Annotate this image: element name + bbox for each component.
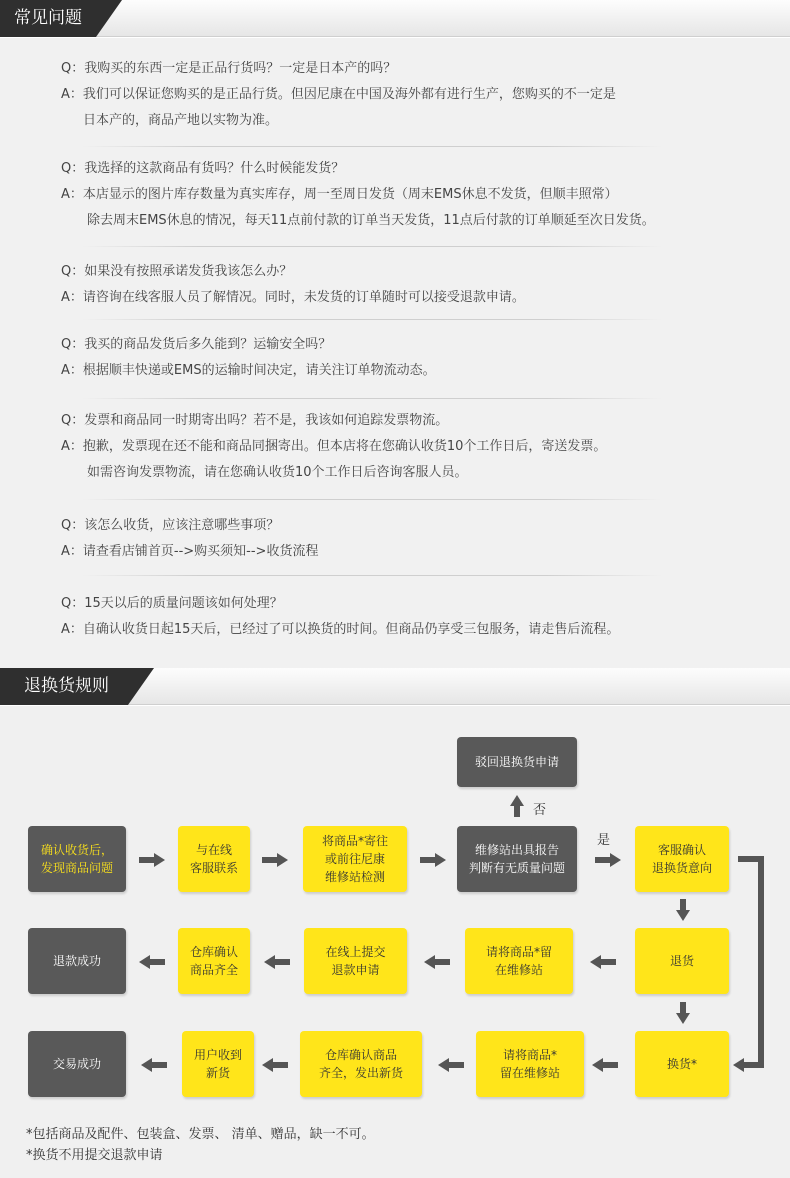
faq-answer: A：根据顺丰快递或EMS的运输时间决定，请关注订单物流动态。 [61,363,436,378]
faq-item-6 [61,513,731,565]
arrow-right-icon [420,853,446,867]
faq-divider [82,146,662,147]
label-yes: 是 [597,833,611,848]
faq-section-header [0,0,790,37]
flow-online-refund: 在线上提交 退款申请 [304,928,407,994]
faq-divider [82,398,662,399]
flow-return-goods: 退货 [635,928,729,994]
arrow-left-icon [139,955,165,969]
faq-answer: A：请咨询在线客服人员了解情况。同时，未发货的订单随时可以接受退款申请。 [61,290,525,305]
faq-item-4 [61,332,731,384]
arrow-down-icon [676,1002,690,1024]
label-no: 否 [533,803,547,818]
arrow-right-icon [595,853,621,867]
faq-answer: A：请查看店铺首页-->购买须知-->收货流程 [61,544,319,559]
rules-title: 退换货规则 [0,668,128,705]
flow-warehouse-confirm: 仓库确认 商品齐全 [178,928,250,994]
flow-confirm-receipt: 确认收货后， 发现商品问题 [28,826,126,892]
connector-line [758,856,764,1068]
faq-question: Q：如果没有按照承诺发货我该怎么办？ [61,264,293,279]
faq-question: Q：该怎么收货，应该注意哪些事项？ [61,518,280,533]
footnotes [26,1124,375,1166]
faq-item-7 [61,591,731,643]
arrow-left-icon [264,955,290,969]
rules-section-header [0,668,790,705]
arrow-down-icon [676,899,690,921]
flow-send-repair: 将商品*寄往 或前往尼康 维修站检测 [303,826,407,892]
faq-answer: A：抱歉，发票现在还不能和商品同捆寄出。但本店将在您确认收货10个工作日后，寄送发票。 [61,439,607,454]
faq-list [0,38,790,668]
faq-question: Q：15天以后的质量问题该如何处理？ [61,596,283,611]
flow-user-receive: 用户收到 新货 [182,1031,254,1097]
footnote: *包括商品及配件、包装盒、发票、 清单、赠品，缺一不可。 [26,1127,375,1142]
faq-item-1 [61,56,731,134]
faq-answer: 如需咨询发票物流，请在您确认收货10个工作日后咨询客服人员。 [87,465,468,480]
arrow-left-icon [592,1058,618,1072]
faq-question: Q：发票和商品同一时期寄出吗？若不是，我该如何追踪发票物流。 [61,413,449,428]
flow-repair-report: 维修站出具报告 判断有无质量问题 [457,826,577,892]
arrow-left-icon [424,955,450,969]
faq-question: Q：我选择的这款商品有货吗？什么时候能发货？ [61,161,345,176]
faq-answer: A：本店显示的图片库存数量为真实库存，周一至周日发货（周末EMS休息不发货，但顺丰照常） [61,187,618,202]
faq-answer: A：自确认收货日起15天后，已经过了可以换货的时间。但商品仍享受三包服务，请走售后流程。 [61,622,620,637]
faq-title: 常见问题 [0,0,96,37]
faq-item-2 [61,156,731,234]
footnote: *换货不用提交退款申请 [26,1148,163,1163]
flow-keep-at-station-2: 请将商品* 留在维修站 [476,1031,584,1097]
arrow-left-icon [438,1058,464,1072]
faq-item-5 [61,408,731,486]
arrow-left-icon [590,955,616,969]
flow-exchange: 换货* [635,1031,729,1097]
flow-keep-at-station: 请将商品*留 在维修站 [465,928,573,994]
arrow-left-icon [262,1058,288,1072]
faq-divider [82,246,662,247]
faq-question: Q：我购买的东西一定是正品行货吗？一定是日本产的吗？ [61,61,397,76]
faq-answer: A：我们可以保证您购买的是正品行货。但因尼康在中国及海外都有进行生产，您购买的不一定是 [61,87,616,102]
arrow-up-icon [510,795,524,817]
flow-trade-success: 交易成功 [28,1031,126,1097]
faq-answer: 除去周末EMS休息的情况，每天11点前付款的订单当天发货，11点后付款的订单顺延至次日发货。 [87,213,655,228]
arrow-right-icon [262,853,288,867]
faq-question: Q：我买的商品发货后多久能到？运输安全吗？ [61,337,332,352]
arrow-left-icon [141,1058,167,1072]
flow-warehouse-ship: 仓库确认商品 齐全，发出新货 [300,1031,422,1097]
faq-divider [82,499,662,500]
flow-cs-confirm: 客服确认 退换货意向 [635,826,729,892]
flow-refund-success: 退款成功 [28,928,126,994]
flow-contact-cs: 与在线 客服联系 [178,826,250,892]
faq-answer: 日本产的，商品产地以实物为准。 [83,113,279,128]
faq-divider [82,319,662,320]
flow-reject: 驳回退换货申请 [457,737,577,787]
arrow-right-icon [139,853,165,867]
faq-item-3 [61,259,731,311]
arrow-left-icon [733,1058,759,1072]
faq-divider [82,575,662,576]
